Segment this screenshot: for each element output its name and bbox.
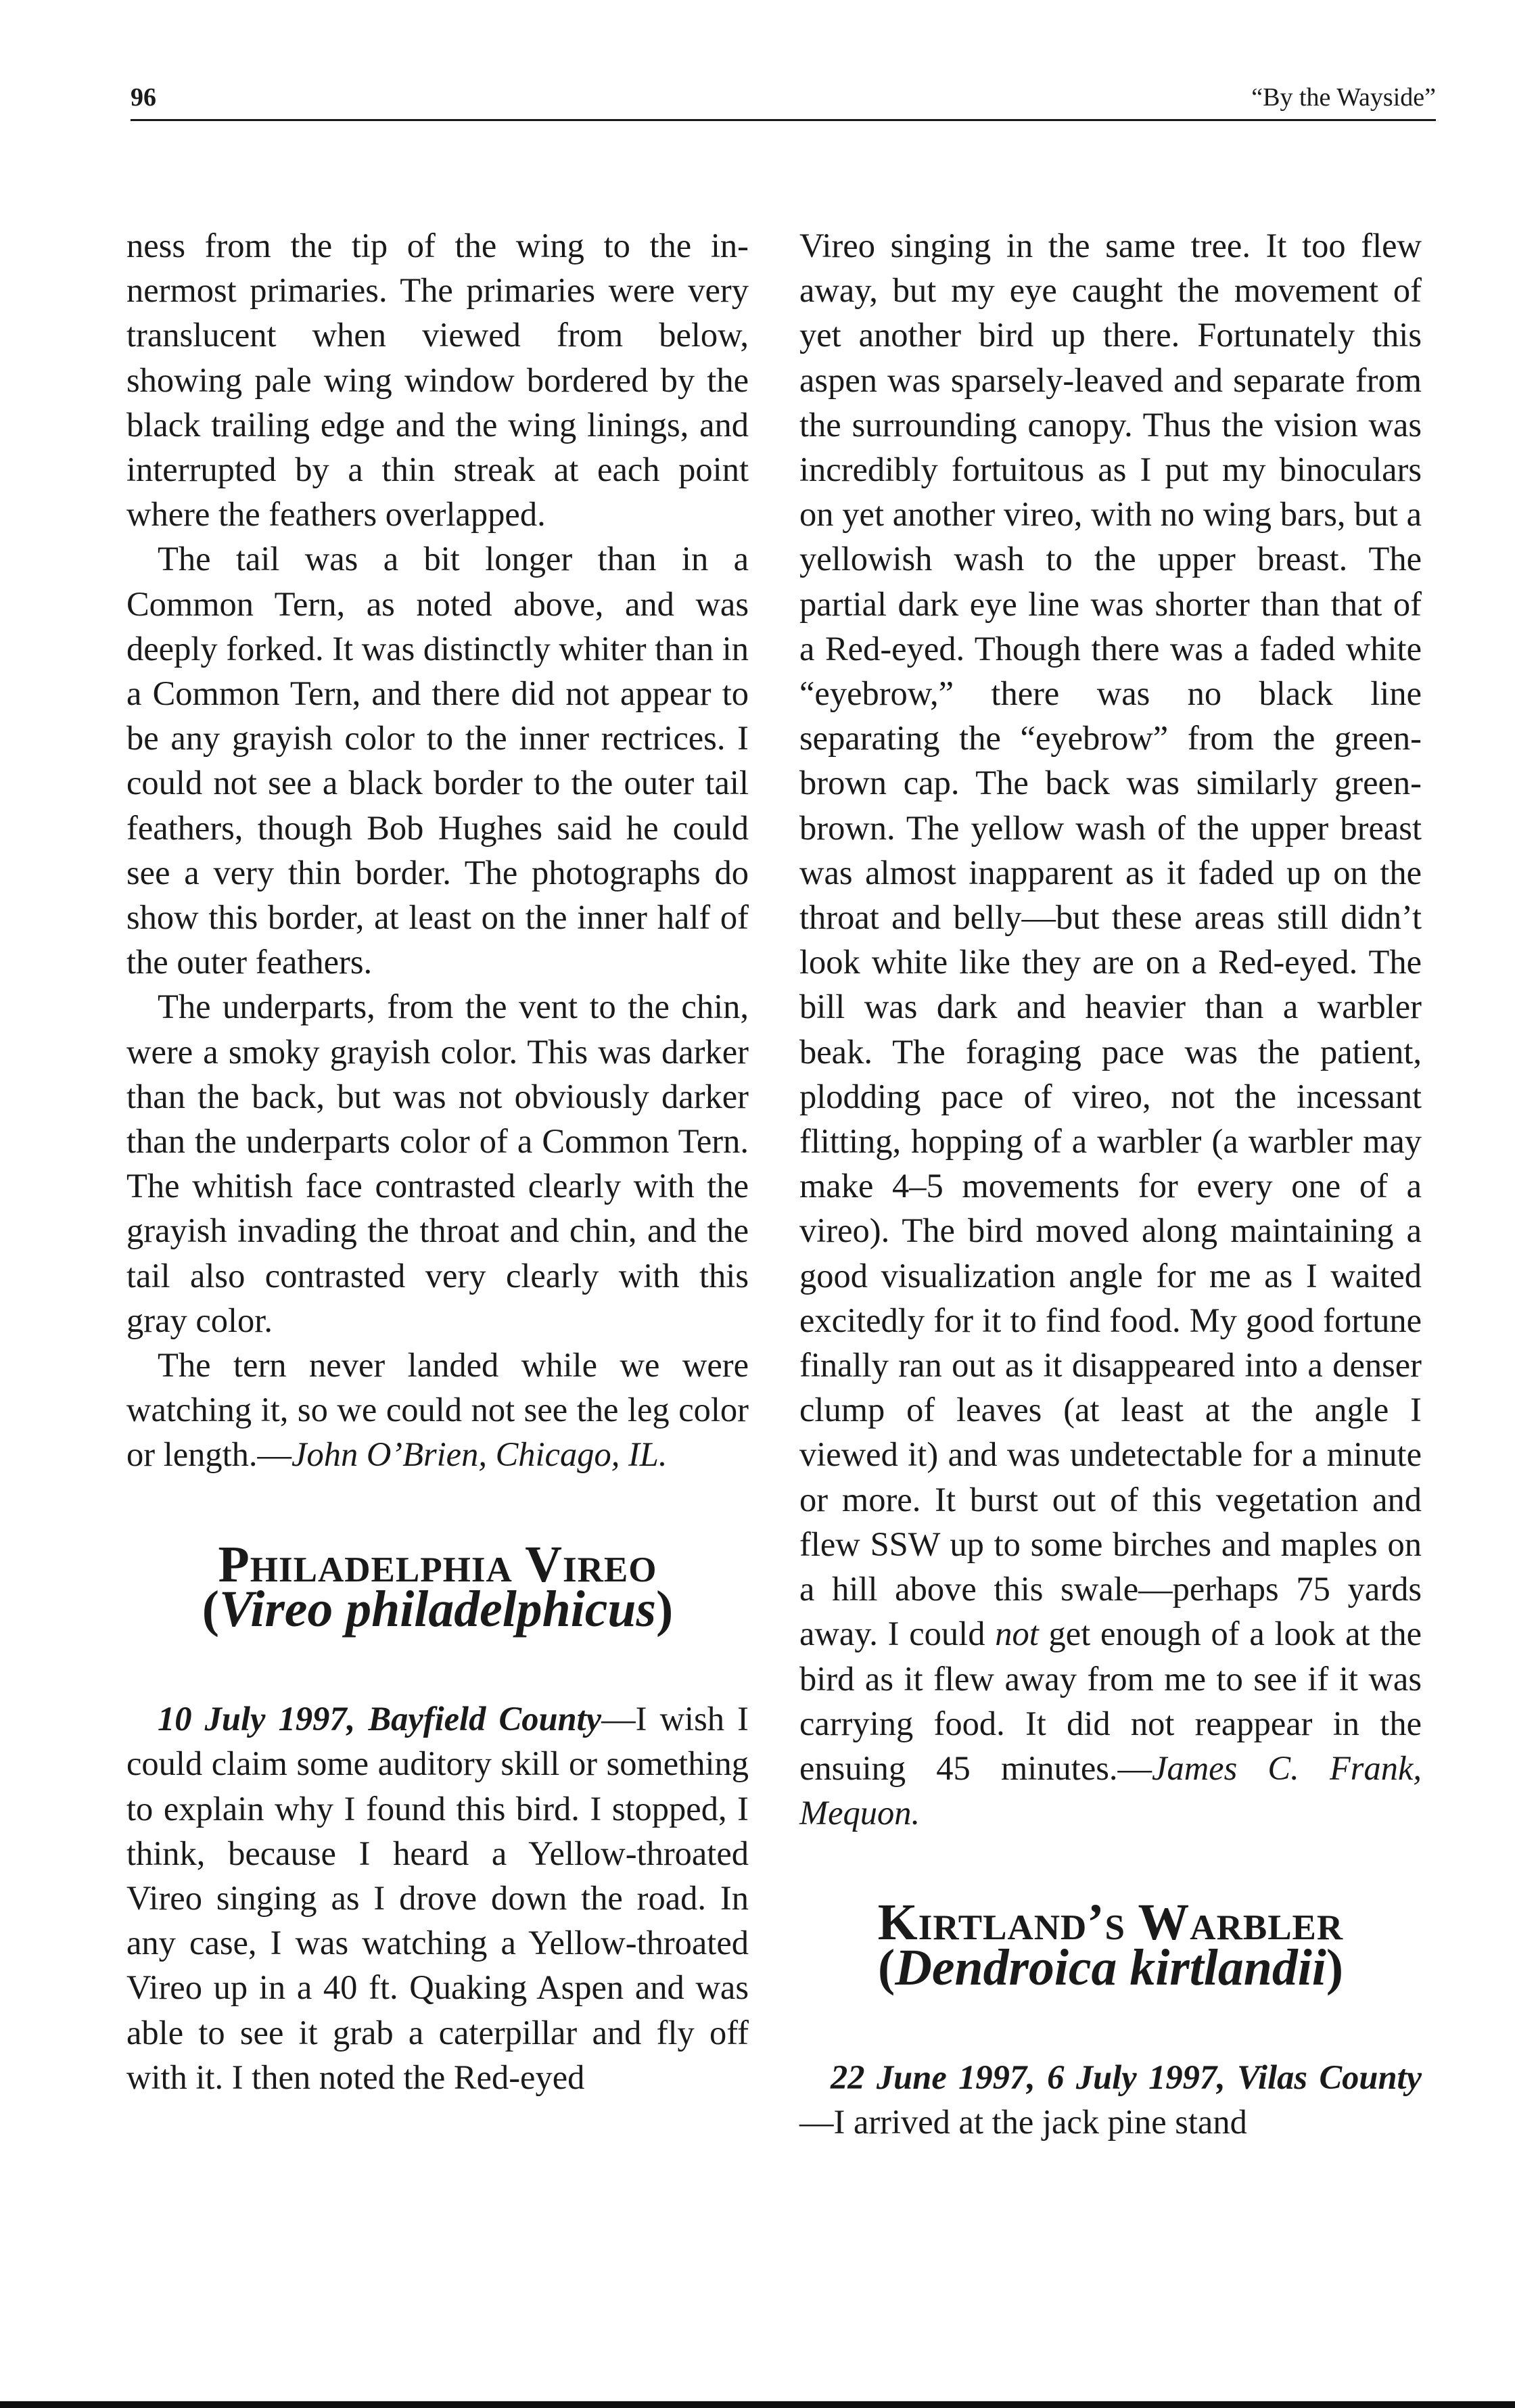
- paragraph-text: The tern never landed while we were watching it, so we could not see the leg color or length.—: [126, 1346, 749, 1474]
- paragraph-vireo-continued: [799, 223, 1422, 1835]
- paragraph-wing-description: ness from the tip of the wing to the innermost primaries. The primaries were very translucent when viewed from below, showing pale wing window bordered by the black trailing edge and the wing linings, and interrupted by a thin streak at each point where the feathers overlapped.: [126, 227, 749, 534]
- paren-close: ): [1326, 1939, 1344, 1996]
- scientific-name-text: Dendroica kirtlandii: [895, 1939, 1326, 1996]
- species-common-name: Kirtland’s Warbler: [877, 1894, 1344, 1951]
- dateline: 10 July 1997, Bayfield County: [158, 1700, 602, 1738]
- paren-open: (: [877, 1939, 895, 1996]
- species-heading-kirtlands-warbler: [799, 1894, 1422, 1996]
- paragraph-text: —I wish I could claim some auditory skill or something to explain why I found this bird. I stopped, I think, because I heard a Yellow-throated Vireo singing as I drove down the road. In any case, I was watching a Yellow-throated Vireo up in a 40 ft. Quaking Aspen and was able to see it grab a caterpillar and fly off with it. I then noted the Red-eyed: [126, 1700, 749, 2096]
- page-bottom-edge: [0, 2401, 1515, 2408]
- running-title: “By the Wayside”: [1251, 83, 1436, 112]
- species-heading-philadelphia-vireo: [126, 1535, 749, 1638]
- scientific-name-text: Vireo philadelphicus: [218, 1580, 657, 1638]
- paren-close: ): [656, 1580, 674, 1638]
- paragraph-warbler-report: [799, 2055, 1422, 2144]
- paragraph-text: —I arrived at the jack pine stand: [799, 2102, 1247, 2141]
- paragraph-text: Vireo singing in the same tree. It too flew away, but my eye caught the movement of yet another bird up there. Fortunately this aspen was sparsely-leaved and separate from the surrounding canopy. Thus the vision was incredibly fortuitous as I put my binoculars on yet another vireo, with no wing bars, but a yellowish wash to the upper breast. The partial dark eye line was shorter than that of a Red-eyed. Though there was a faded white “eyebrow,” there was no black line separating the “eyebrow” from the green-brown cap. The back was similarly green-brown. The yellow wash of the upper breast was almost inapparent as it faded up on the throat and belly—but these areas still didn’t look white like they are on a Red-eyed. The bill was dark and heavier than a warbler beak. The foraging pace was the patient, plodding pace of vireo, not the incessant flitting, hopping of a warbler (a warbler may make 4–5 movements for every one of a vireo). The bird moved along maintaining a good visualization angle for me as I waited excitedly for it to find food. My good fortune finally ran out as it disappeared into a denser clump of leaves (at least at the angle I viewed it) and was undetectable for a minute or more. It burst out of this vegetation and flew SSW up to some birches and maples on a hill above this swale—perhaps 75 yards away. I could: [799, 227, 1422, 1653]
- author-signature: James C. Frank, Mequon.: [799, 1749, 1422, 1832]
- paragraph-text: get enough of a look at the bird as it flew away from me to see if it was carrying food. It did not reappear in the ensuing 45 minutes.—: [799, 1615, 1422, 1787]
- species-scientific-name: [126, 1580, 749, 1638]
- paragraph-tail-description: The tail was a bit longer than in a Common Tern, as noted above, and was deeply forked. It was distinctly whiter than in a Common Tern, and there did not appear to be any grayish color to the inner rectrices. I could not see a black border to the outer tail feathers, though Bob Hughes said he could see a very thin border. The photographs do show this border, at least on the inner half of the outer feathers.: [126, 540, 749, 981]
- emphasis: not: [995, 1615, 1039, 1653]
- dateline: 22 June 1997, 6 July 1997, Vilas County: [831, 2058, 1422, 2096]
- paragraph-vireo-report: [126, 1696, 749, 2100]
- header-rule: [131, 119, 1436, 121]
- paragraph-underparts-description: The underparts, from the vent to the chin, were a smoky grayish color. This was darker than the back, but was not obviously darker than the underparts color of a Common Tern. The whitish face contrasted clearly with the grayish invading the throat and chin, and the tail also contrasted very clearly with this gray color.: [126, 988, 749, 1339]
- paragraph-tern-conclusion: [126, 1343, 749, 1477]
- left-column: [126, 223, 749, 2100]
- page-number: 96: [131, 83, 156, 112]
- species-scientific-name: [799, 1939, 1422, 1996]
- author-signature: John O’Brien, Chicago, IL.: [292, 1435, 668, 1474]
- right-column: [799, 223, 1422, 2144]
- paren-open: (: [202, 1580, 219, 1638]
- running-header: [131, 76, 1436, 116]
- species-common-name: Philadelphia Vireo: [218, 1535, 657, 1593]
